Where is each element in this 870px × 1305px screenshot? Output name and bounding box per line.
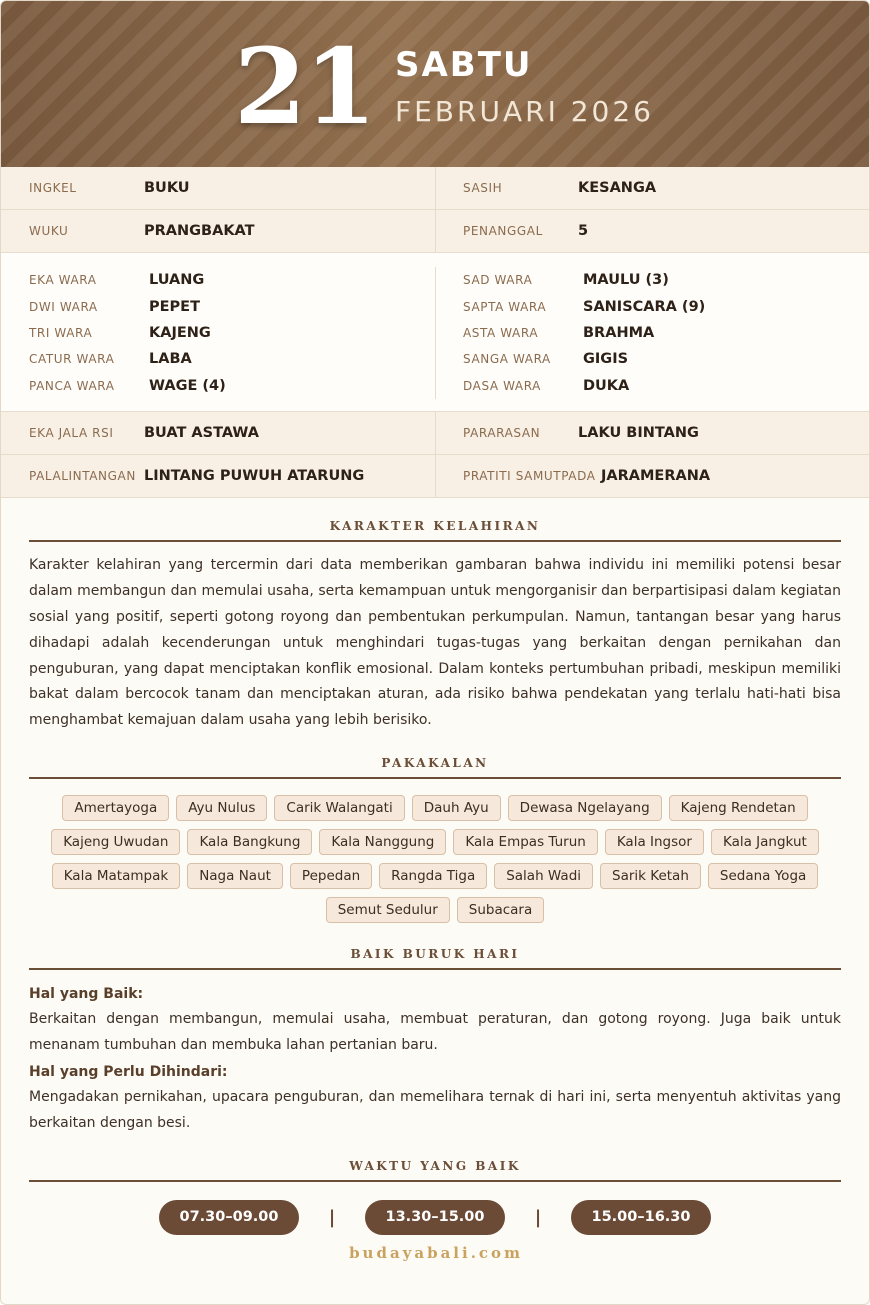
penanggal-value: 5 — [578, 223, 589, 239]
wara-row — [435, 267, 869, 293]
wara-row — [435, 293, 869, 319]
time-slot[interactable]: 15.00–16.30 — [571, 1200, 711, 1235]
pakakalan-chip[interactable]: Carik Walangati — [274, 795, 404, 821]
pakakalan-chip[interactable]: Kala Nanggung — [319, 829, 446, 855]
date-header — [1, 1, 869, 167]
wara-row — [435, 320, 869, 346]
wara-label: SANGA WARA — [463, 352, 551, 367]
pakakalan-chip[interactable]: Ayu Nulus — [176, 795, 267, 821]
sasih-label: SASIH — [463, 181, 503, 195]
pakakalan-chip[interactable]: Kala Bangkung — [187, 829, 312, 855]
time-separator: | — [328, 1206, 336, 1228]
pakakalan-chip[interactable]: Naga Naut — [187, 863, 283, 889]
pakakalan-chip-list — [41, 795, 829, 923]
info-row-ingkel-sasih — [1, 167, 869, 210]
pakakalan-chip[interactable]: Semut Sedulur — [326, 897, 450, 923]
wara-label: DWI WARA — [29, 299, 98, 314]
pakakalan-chip[interactable]: Kajeng Uwudan — [51, 829, 180, 855]
pakakalan-chip[interactable]: Salah Wadi — [494, 863, 593, 889]
pakakalan-chip[interactable]: Amertayoga — [62, 795, 169, 821]
pakakalan-chip[interactable]: Rangda Tiga — [379, 863, 487, 889]
wara-label: CATUR WARA — [29, 352, 115, 367]
pakakalan-chip[interactable]: Kala Ingsor — [605, 829, 704, 855]
wara-value: SANISCARA (9) — [583, 298, 706, 315]
penanggal-label: PENANGGAL — [463, 224, 543, 238]
palalintangan-value: LINTANG PUWUH ATARUNG — [144, 467, 365, 484]
karakter-text: Karakter kelahiran yang tercermin dari data memberikan gambaran bahwa individu ini memiliki potensi besar dalam membangun dan memulai usaha, serta kemampuan untuk mengorganisir dan berpartisipasi dalam kegiatan sosial yang positif, seperti gotong royong dan pembentukan perkumpulan. Namun, tantangan besar yang harus dihadapi adalah kecenderungan untuk menghindari tugas-tugas yang berkaitan dengan pernikahan dan penguburan, yang dapat menciptakan konflik emosional. Dalam konteks pertumbuhan pribadi, meskipun memiliki bakat dalam bercocok tanam dan menciptakan aturan, ada risiko bahwa pendekatan yang terlalu hati-hati bisa menghambat kemajuan dalam usaha yang lebih berisiko. — [29, 556, 841, 729]
info-row-wuku-penanggal — [1, 210, 869, 253]
baik-buruk-section-title: BAIK BURUK HARI — [29, 947, 841, 970]
wara-label: ASTA WARA — [463, 325, 539, 340]
pakakalan-chip[interactable]: Dauh Ayu — [412, 795, 501, 821]
wara-label: PANCA WARA — [29, 378, 115, 393]
wara-value: GIGIS — [583, 351, 629, 368]
ingkel-label: INGKEL — [29, 181, 77, 195]
wara-value: KAJENG — [149, 324, 211, 341]
waktu-section-title: WAKTU YANG BAIK — [29, 1159, 841, 1182]
eka-jala-rsi-value: BUAT ASTAWA — [144, 424, 259, 441]
wara-value: WAGE (4) — [149, 377, 226, 394]
pakakalan-chip[interactable]: Kala Empas Turun — [453, 829, 597, 855]
wara-row — [29, 267, 435, 293]
pakakalan-section-title: PAKAKALAN — [29, 756, 841, 779]
wara-row — [435, 373, 869, 399]
wara-value: BRAHMA — [583, 324, 655, 341]
info-row-palalintangan-pratiti — [1, 455, 869, 498]
pratiti-samutpada-value: JARAMERANA — [601, 467, 711, 484]
pakakalan-chip[interactable]: Kala Matampak — [52, 863, 181, 889]
wara-value: PEPET — [149, 298, 200, 315]
wara-label: TRI WARA — [29, 325, 93, 340]
avoid-heading: Hal yang Perlu Dihindari: — [29, 1064, 228, 1081]
info-row-jala-rsi-pararasan — [1, 412, 869, 455]
wara-value: DUKA — [583, 377, 630, 394]
day-number: 21 — [234, 25, 375, 148]
time-slot-list — [1, 1200, 869, 1235]
time-separator: | — [534, 1206, 542, 1228]
pararasan-label: PARARASAN — [463, 425, 541, 440]
pararasan-value: LAKU BINTANG — [578, 424, 699, 441]
good-heading: Hal yang Baik: — [29, 986, 144, 1003]
eka-jala-rsi-label: EKA JALA RSI — [29, 425, 114, 440]
pakakalan-chip[interactable]: Sedana Yoga — [708, 863, 818, 889]
wara-value: LABA — [149, 351, 192, 368]
wara-table — [1, 253, 869, 412]
month-year: FEBRUARI 2026 — [395, 95, 654, 128]
pakakalan-chip[interactable]: Pepedan — [290, 863, 372, 889]
pratiti-samutpada-label: PRATITI SAMUTPADA — [463, 468, 596, 483]
wara-row — [29, 373, 435, 399]
wuku-label: WUKU — [29, 224, 69, 238]
pakakalan-chip[interactable]: Dewasa Ngelayang — [508, 795, 662, 821]
wara-row — [435, 346, 869, 372]
time-slot[interactable]: 07.30–09.00 — [159, 1200, 299, 1235]
pakakalan-chip[interactable]: Sarik Ketah — [600, 863, 701, 889]
wara-left-column — [1, 267, 435, 399]
wara-value: MAULU (3) — [583, 272, 669, 289]
day-name: SABTU — [395, 45, 533, 85]
wara-label: DASA WARA — [463, 378, 541, 393]
wara-label: SAD WARA — [463, 273, 533, 288]
site-footer[interactable]: budayabali.com — [349, 1244, 523, 1262]
pakakalan-chip[interactable]: Kajeng Rendetan — [669, 795, 808, 821]
sasih-value: KESANGA — [578, 180, 657, 196]
wara-label: EKA WARA — [29, 273, 97, 288]
wara-row — [29, 293, 435, 319]
wara-right-column — [435, 267, 869, 399]
wara-row — [29, 320, 435, 346]
wara-label: SAPTA WARA — [463, 299, 547, 314]
wuku-value: PRANGBAKAT — [144, 223, 255, 239]
time-slot[interactable]: 13.30–15.00 — [365, 1200, 505, 1235]
wara-value: LUANG — [149, 272, 205, 289]
good-text: Berkaitan dengan membangun, memulai usaha, membuat peraturan, dan gotong royong. Juga baik untuk menanam tumbuhan dan membuka lahan pertanian baru. — [29, 1011, 841, 1054]
avoid-text: Mengadakan pernikahan, upacara penguburan, dan memelihara ternak di hari ini, serta menyentuh aktivitas yang berkaitan dengan besi. — [29, 1089, 841, 1132]
pakakalan-chip[interactable]: Subacara — [457, 897, 545, 923]
wara-row — [29, 346, 435, 372]
ingkel-value: BUKU — [144, 180, 190, 196]
pakakalan-chip[interactable]: Kala Jangkut — [711, 829, 819, 855]
palalintangan-label: PALALINTANGAN — [29, 468, 136, 483]
karakter-section-title: KARAKTER KELAHIRAN — [29, 519, 841, 542]
